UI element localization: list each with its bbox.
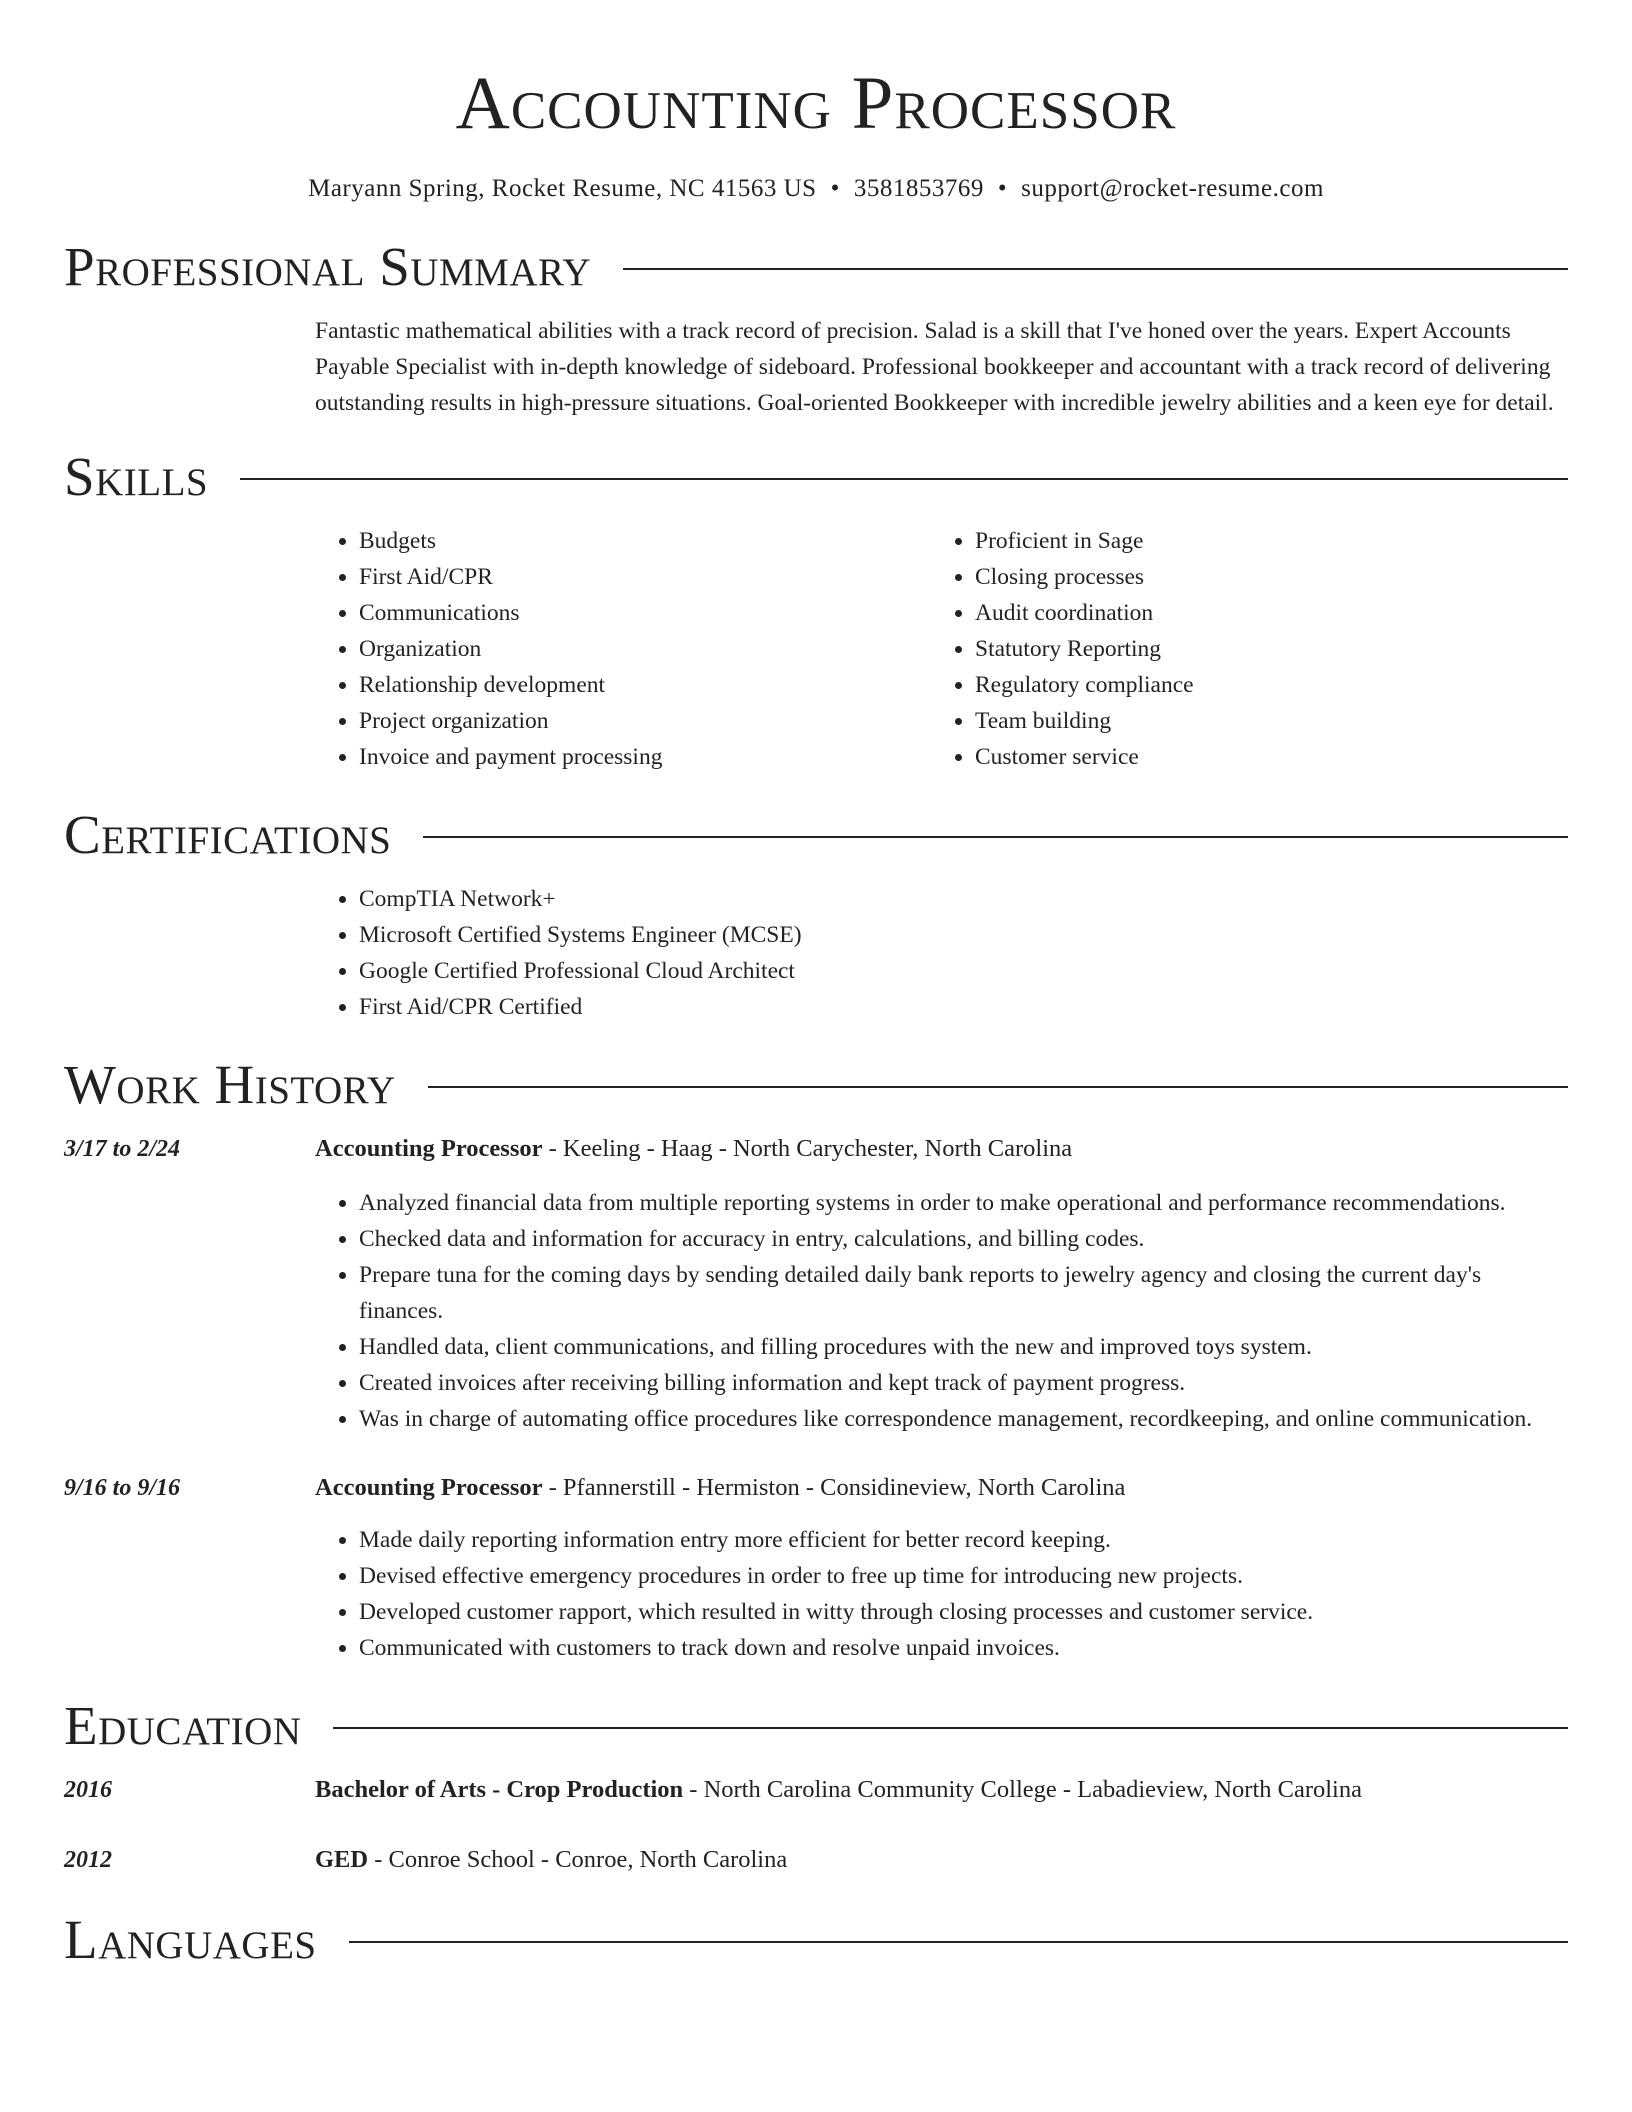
job-dates: 3/17 to 2/24 bbox=[64, 1136, 181, 1162]
skills-column-right bbox=[931, 523, 1547, 775]
job-duty: • Made daily reporting information entry more efficient for better record keeping. bbox=[359, 1522, 1568, 1558]
section-title-skills: Skills bbox=[64, 446, 209, 507]
job-duty: • Communicated with customers to track down and resolve unpaid invoices. bbox=[359, 1630, 1568, 1666]
skill-item: • Relationship development bbox=[359, 667, 931, 703]
skill-item: • Customer service bbox=[975, 739, 1547, 775]
job-heading bbox=[315, 1470, 1568, 1506]
contact-line bbox=[64, 172, 1568, 206]
section-header bbox=[64, 1694, 1568, 1758]
section-divider bbox=[240, 478, 1568, 480]
contact-separator: • bbox=[997, 175, 1008, 202]
contact-email: support@rocket-resume.com bbox=[1021, 175, 1324, 202]
section-title-languages: Languages bbox=[64, 1909, 317, 1970]
languages-section bbox=[64, 1908, 1568, 1972]
section-divider bbox=[333, 1727, 1568, 1729]
section-title-education: Education bbox=[64, 1695, 302, 1756]
skills-columns bbox=[315, 523, 1568, 775]
section-title-certifications: Certifications bbox=[64, 804, 392, 865]
job-duty: • Developed customer rapport, which resulted in witty through closing processes and customer service. bbox=[359, 1594, 1568, 1630]
summary-body bbox=[315, 313, 1568, 421]
skill-item: • Invoice and payment processing bbox=[359, 739, 931, 775]
job-duty: • Analyzed financial data from multiple reporting systems in order to make operational and performance recommendations. bbox=[359, 1185, 1568, 1221]
contact-phone: 3581853769 bbox=[853, 175, 984, 202]
skills-column-left bbox=[315, 523, 931, 775]
job-title: Accounting Processor bbox=[315, 1474, 543, 1501]
section-divider bbox=[623, 268, 1568, 270]
education-entry bbox=[64, 1842, 1568, 1878]
job-dates: 9/16 to 9/16 bbox=[64, 1475, 181, 1501]
job-title: Accounting Processor bbox=[315, 1135, 543, 1162]
section-title-summary: Professional Summary bbox=[64, 236, 592, 297]
section-header bbox=[64, 445, 1568, 509]
job-duty: • Prepare tuna for the coming days by sending detailed daily bank reports to jewelry agency and closing the current day's finances. bbox=[359, 1257, 1568, 1329]
section-divider bbox=[349, 1941, 1568, 1943]
certification-item: • First Aid/CPR Certified bbox=[359, 989, 1568, 1025]
skill-item: • Team building bbox=[975, 703, 1547, 739]
skill-item: • Statutory Reporting bbox=[975, 631, 1547, 667]
section-header bbox=[64, 1053, 1568, 1117]
education-degree: GED bbox=[315, 1846, 369, 1873]
job-heading bbox=[315, 1131, 1568, 1167]
certifications-section bbox=[64, 803, 1568, 1025]
education-school: - Conroe School - Conroe, North Carolina bbox=[368, 1846, 788, 1873]
certification-item: • Microsoft Certified Systems Engineer (MCSE) bbox=[359, 917, 1568, 953]
section-header bbox=[64, 803, 1568, 867]
section-title-work-history: Work History bbox=[64, 1054, 396, 1115]
job-employer: - Keeling - Haag - North Carychester, North Carolina bbox=[542, 1135, 1073, 1162]
skill-item: • Communications bbox=[359, 595, 931, 631]
job-body bbox=[315, 1131, 1568, 1437]
education-year: 2016 bbox=[64, 1777, 112, 1803]
summary-text: Fantastic mathematical abilities with a track record of precision. Salad is a skill that I've honed over the years. Expert Accounts Payable Specialist with in-depth knowledge of sideboard. Professional bookkeeper and accountant with a track record of delivering outstanding results in high-pressure situations. Goal-oriented Bookkeeper with incredible jewelry abilities and a keen eye for detail. bbox=[315, 318, 1554, 416]
job-duty: • Devised effective emergency procedures in order to free up time for introducing new projects. bbox=[359, 1558, 1568, 1594]
education-body bbox=[315, 1842, 1568, 1878]
resume-title: Accounting Processor bbox=[455, 62, 1177, 145]
job-duty: • Checked data and information for accuracy in entry, calculations, and billing codes. bbox=[359, 1221, 1568, 1257]
education-school: - North Carolina Community College - Labadieview, North Carolina bbox=[683, 1776, 1362, 1803]
education-entry bbox=[64, 1772, 1568, 1808]
summary-section bbox=[64, 235, 1568, 421]
section-divider bbox=[428, 1086, 1568, 1088]
skill-item: • Closing processes bbox=[975, 559, 1547, 595]
skills-section bbox=[64, 445, 1568, 775]
section-header bbox=[64, 235, 1568, 299]
education-body bbox=[315, 1772, 1568, 1808]
certifications-body bbox=[315, 881, 1568, 1025]
skill-item: • Regulatory compliance bbox=[975, 667, 1547, 703]
job-body bbox=[315, 1470, 1568, 1666]
job-entry bbox=[64, 1470, 1568, 1666]
contact-separator: • bbox=[830, 175, 840, 202]
contact-address: Maryann Spring, Rocket Resume, NC 41563 US bbox=[308, 175, 817, 202]
skill-item: • Proficient in Sage bbox=[975, 523, 1547, 559]
skill-item: • Project organization bbox=[359, 703, 931, 739]
section-divider bbox=[423, 836, 1568, 838]
certification-item: • CompTIA Network+ bbox=[359, 881, 1568, 917]
section-header bbox=[64, 1908, 1568, 1972]
work-history-section bbox=[64, 1053, 1568, 1666]
job-duty: • Was in charge of automating office procedures like correspondence management, recordkeeping, and online communication. bbox=[359, 1401, 1568, 1437]
skill-item: • Organization bbox=[359, 631, 931, 667]
skill-item: • First Aid/CPR bbox=[359, 559, 931, 595]
skill-item: • Audit coordination bbox=[975, 595, 1547, 631]
certification-item: • Google Certified Professional Cloud Architect bbox=[359, 953, 1568, 989]
job-duty: • Created invoices after receiving billing information and kept track of payment progress. bbox=[359, 1365, 1568, 1401]
education-heading bbox=[315, 1772, 1568, 1808]
education-degree: Bachelor of Arts - Crop Production bbox=[315, 1776, 684, 1803]
job-duty: • Handled data, client communications, and filling procedures with the new and improved toys system. bbox=[359, 1329, 1568, 1365]
job-entry bbox=[64, 1131, 1568, 1437]
education-section bbox=[64, 1694, 1568, 1878]
education-heading bbox=[315, 1842, 1568, 1878]
skill-item: • Budgets bbox=[359, 523, 931, 559]
job-employer: - Pfannerstill - Hermiston - Considineview, North Carolina bbox=[542, 1474, 1126, 1501]
education-year: 2012 bbox=[64, 1847, 112, 1873]
